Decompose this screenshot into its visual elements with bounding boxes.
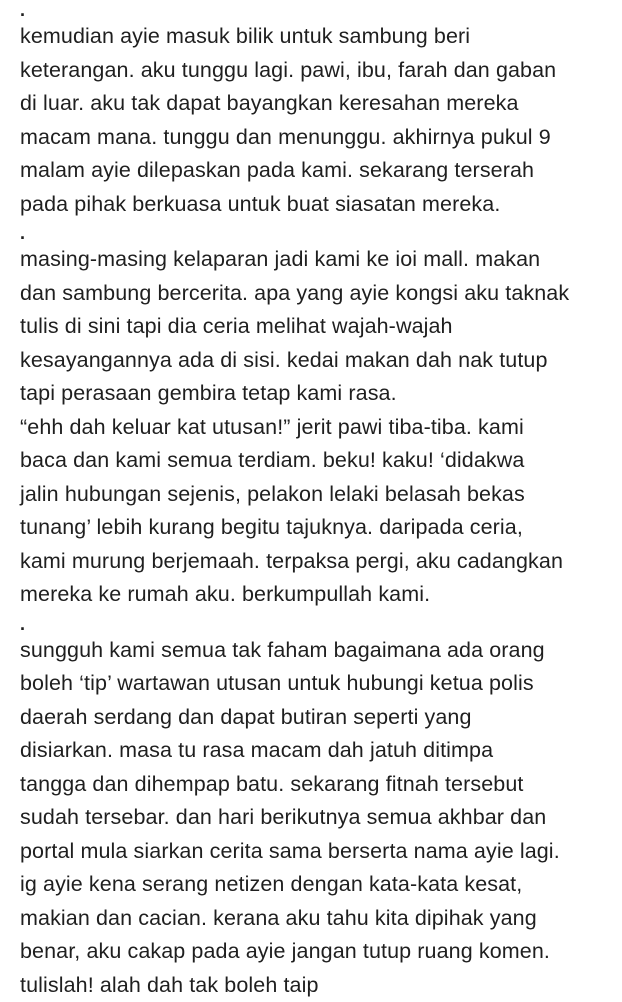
- text-line: masing-masing kelaparan jadi kami ke ioi mall. makan: [20, 243, 620, 277]
- text-line: tulislah! alah dah tak boleh taip: [20, 969, 620, 1002]
- paragraph-separator: .: [20, 614, 620, 634]
- paragraph-separator: .: [20, 0, 620, 20]
- text-line: di luar. aku tak dapat bayangkan keresahan mereka: [20, 87, 620, 121]
- text-line: kemudian ayie masuk bilik untuk sambung beri: [20, 20, 620, 54]
- text-line: portal mula siarkan cerita sama berserta nama ayie lagi.: [20, 835, 620, 869]
- text-line: tangga dan dihempap batu. sekarang fitnah tersebut: [20, 768, 620, 802]
- text-line: kami murung berjemaah. terpaksa pergi, aku cadangkan: [20, 545, 620, 579]
- text-line: “ehh dah keluar kat utusan!” jerit pawi tiba-tiba. kami: [20, 411, 620, 445]
- text-line: keterangan. aku tunggu lagi. pawi, ibu, farah dan gaban: [20, 54, 620, 88]
- text-line: jalin hubungan sejenis, pelakon lelaki belasah bekas: [20, 478, 620, 512]
- text-line: malam ayie dilepaskan pada kami. sekarang terserah: [20, 154, 620, 188]
- text-line: tunang’ lebih kurang begitu tajuknya. daripada ceria,: [20, 511, 620, 545]
- text-line: pada pihak berkuasa untuk buat siasatan mereka.: [20, 188, 620, 222]
- text-line: sungguh kami semua tak faham bagaimana ada orang: [20, 634, 620, 668]
- text-line: mereka ke rumah aku. berkumpullah kami.: [20, 578, 620, 612]
- text-line: makian dan cacian. kerana aku tahu kita dipihak yang: [20, 902, 620, 936]
- text-line: boleh ‘tip’ wartawan utusan untuk hubungi ketua polis: [20, 667, 620, 701]
- paragraph-1: [20, 0, 620, 221]
- text-line: benar, aku cakap pada ayie jangan tutup ruang komen.: [20, 935, 620, 969]
- text-line: tulis di sini tapi dia ceria melihat wajah-wajah: [20, 310, 620, 344]
- paragraph-separator: .: [20, 223, 620, 243]
- text-line: disiarkan. masa tu rasa macam dah jatuh ditimpa: [20, 734, 620, 768]
- paragraph-3: [20, 614, 620, 1002]
- text-line: dan sambung bercerita. apa yang ayie kongsi aku taknak: [20, 277, 620, 311]
- text-line: daerah serdang dan dapat butiran seperti yang: [20, 701, 620, 735]
- post-text-body: [20, 0, 620, 1002]
- text-line: tapi perasaan gembira tetap kami rasa.: [20, 377, 620, 411]
- text-line: macam mana. tunggu dan menunggu. akhirnya pukul 9: [20, 121, 620, 155]
- text-line: ig ayie kena serang netizen dengan kata-kata kesat,: [20, 868, 620, 902]
- paragraph-2: [20, 223, 620, 612]
- text-line: sudah tersebar. dan hari berikutnya semua akhbar dan: [20, 801, 620, 835]
- text-line: kesayangannya ada di sisi. kedai makan dah nak tutup: [20, 344, 620, 378]
- text-line: baca dan kami semua terdiam. beku! kaku! ‘didakwa: [20, 444, 620, 478]
